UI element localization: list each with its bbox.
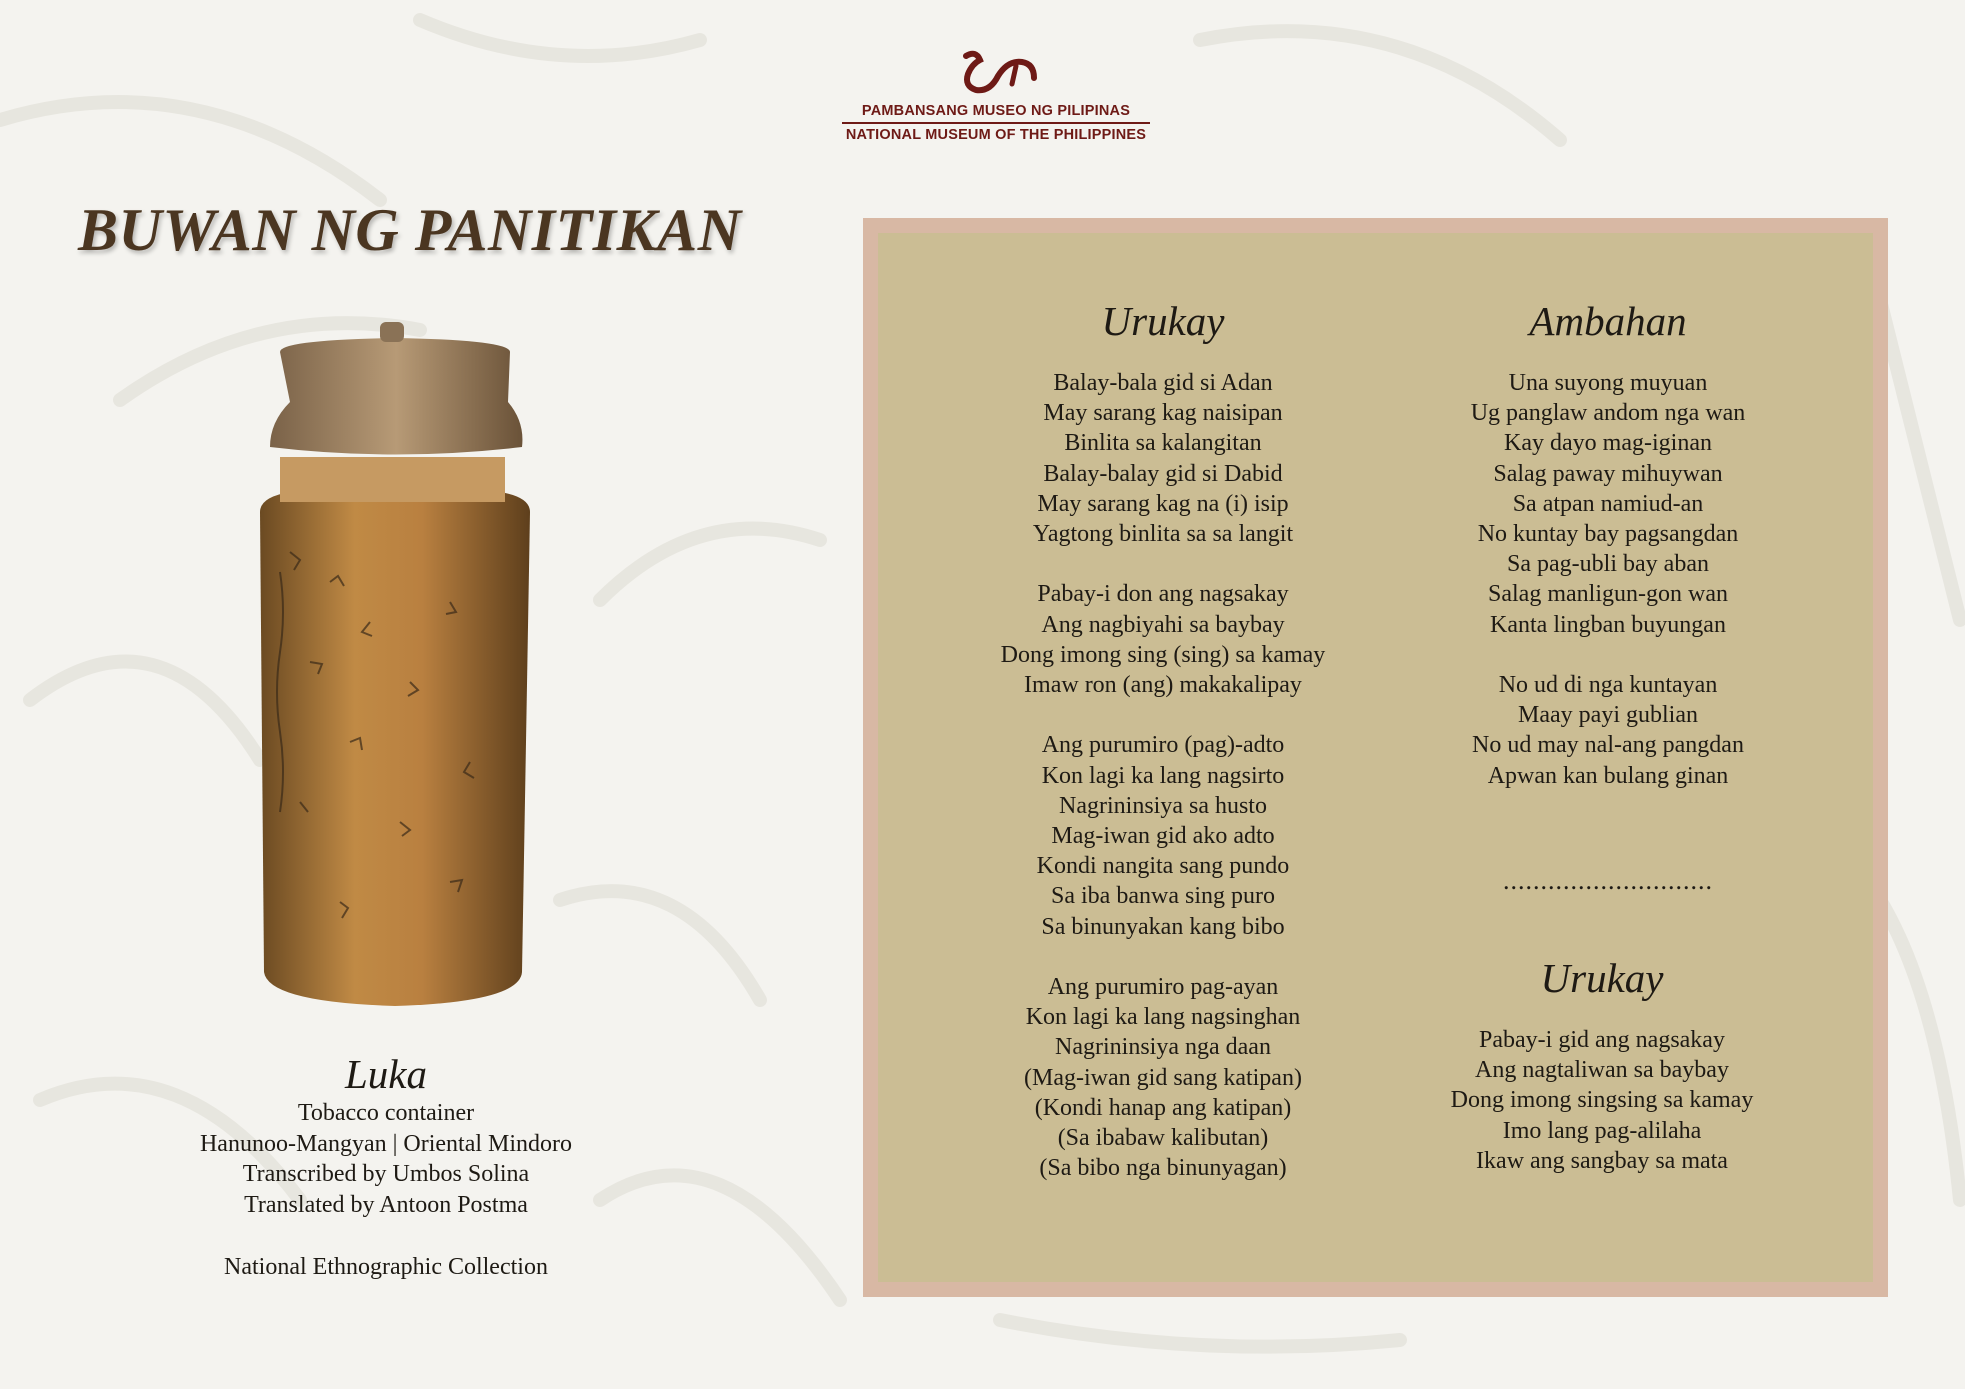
poem-line: No ud may nal-ang pangdan [1472,732,1744,759]
dotted-separator: ............................ [1503,866,1713,895]
poem-line: Balay-bala gid si Adan [1053,370,1273,396]
poem-line: Apwan kan bulang ginan [1487,762,1729,789]
poem-stanza [943,368,1383,549]
poem-line: Kanta lingban buyungan [1490,611,1726,638]
artifact-collection: National Ethnographic Collection [224,1253,548,1280]
poem-line: Pabay-i don ang nagsakay [1037,581,1289,608]
poem-line: Sa atpan namiud-an [1512,490,1704,517]
artifact-caption [120,1050,652,1282]
poem-stanza [1388,368,1828,640]
poem-line: Kay dayo mag-iginan [1504,430,1712,457]
poem-line: Nagrininsiya sa husto [1059,792,1267,819]
page-title: BUWAN NG PANITIKAN [78,197,742,263]
poem-line: Sa iba banwa sing puro [1051,883,1275,910]
poem-line: May sarang kag naisipan [1043,400,1283,427]
poem-line: Sa pag-ubli bay aban [1507,551,1709,578]
poem-line: Ang purumiro (pag)-adto [1041,732,1285,759]
museum-logo-mark-icon [946,50,1046,98]
poem-line: (Sa ibabaw kalibutan) [1057,1125,1269,1152]
poem-line: Ang nagbiyahi sa baybay [1041,611,1285,638]
poem-line: (Sa bibo nga binunyagan) [1039,1155,1287,1182]
logo-text-filipino: PAMBANSANG MUSEO NG PILIPINAS [842,103,1150,124]
poem-line: Mag-iwan gid ako adto [1051,823,1275,850]
poem-line: Dong imong sing (sing) sa kamay [1000,641,1326,668]
poem-title: Urukay [1101,298,1225,344]
poem-line: Dong imong singsing sa kamay [1450,1087,1754,1114]
artifact-origin: Hanunoo-Mangyan | Oriental Mindoro [199,1130,573,1157]
artifact-type: Tobacco container [297,1100,475,1126]
poem-line: Balay-balay gid si Dabid [1043,460,1283,487]
poem-stanza [1382,1025,1822,1176]
poem-line: No kuntay bay pagsangdan [1477,521,1739,548]
poem-line: Imo lang pag-alilaha [1502,1117,1702,1144]
poem-line: Una suyong muyuan [1508,370,1708,396]
artifact-translated: Translated by Antoon Postma [244,1192,528,1219]
poem-line: Yagtong binlita sa sa langit [1032,521,1294,548]
artifact-name: Luka [345,1051,427,1097]
poem-line: (Mag-iwan gid sang katipan) [1024,1064,1302,1091]
poem-line: Salag paway mihuywan [1493,460,1723,487]
poem-line: Kon lagi ka lang nagsinghan [1025,1004,1301,1031]
poem-line: Imaw ron (ang) makakalipay [1024,672,1302,699]
poem-stanza [1388,670,1828,791]
poem-line: Ikaw ang sangbay sa mata [1476,1147,1728,1174]
poem-line: Binlita sa kalangitan [1064,430,1262,457]
poem-urukay-2 [1382,953,1822,1206]
poem-stanza [943,972,1383,1183]
poem-line: May sarang kag na (i) isip [1037,490,1289,517]
poem-line: Sa binunyakan kang bibo [1041,913,1285,940]
poem-urukay [943,296,1383,1214]
poem-title: Ambahan [1529,298,1687,344]
separator [1388,866,1828,896]
artifact-transcribed: Transcribed by Umbos Solina [242,1161,530,1188]
luka-tobacco-container-image [250,322,540,1012]
poem-line: Nagrininsiya nga daan [1055,1034,1271,1061]
poem-line: Ang purumiro pag-ayan [1047,974,1279,1001]
poem-line: Ug panglaw andom nga wan [1470,400,1746,427]
poem-stanza [943,579,1383,700]
poem-line: Kondi nangita sang pundo [1036,853,1290,880]
poem-line: Ang nagtaliwan sa baybay [1475,1057,1729,1084]
poem-line: (Kondi hanap ang katipan) [1034,1094,1292,1121]
poem-line: Maay payi gublian [1518,702,1698,729]
poem-line: Pabay-i gid ang nagsakay [1479,1027,1725,1053]
poem-stanza [943,730,1383,941]
logo-text-english: NATIONAL MUSEUM OF THE PHILIPPINES [845,127,1147,143]
poem-line: Salag manligun-gon wan [1488,581,1728,608]
poem-ambahan [1388,296,1828,821]
museum-logo [836,50,1156,143]
poem-line: No ud di nga kuntayan [1498,672,1718,699]
poem-line: Kon lagi ka lang nagsirto [1041,762,1285,789]
poem-title: Urukay [1540,955,1664,1001]
